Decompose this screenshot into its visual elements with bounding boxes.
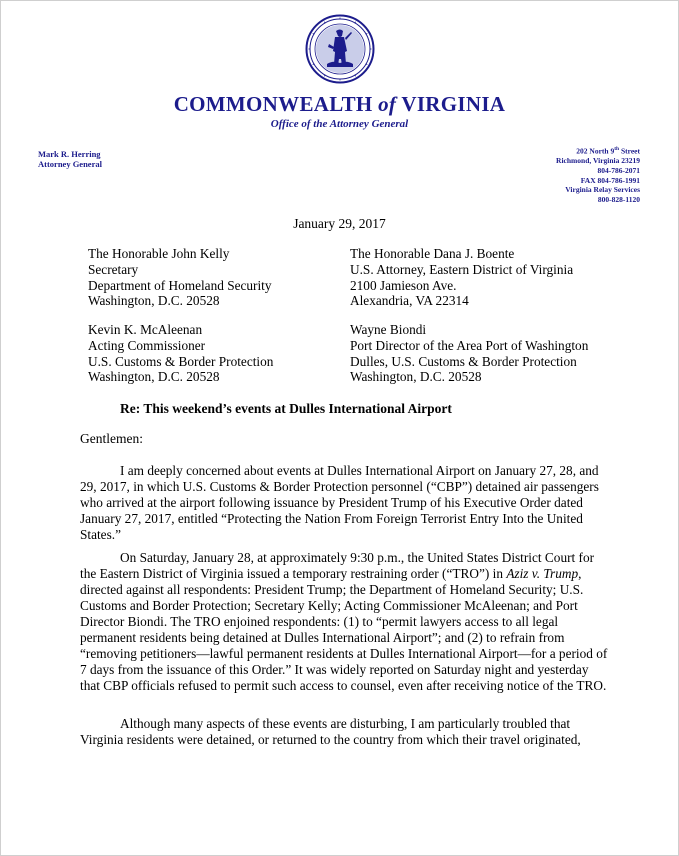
recipient-org: Dulles, U.S. Customs & Border Protection [350,353,577,369]
recipient-address: Washington, D.C. 20528 [88,293,220,309]
recipient-title: Port Director of the Area Port of Washington [350,337,589,353]
letter-date: January 29, 2017 [293,216,386,231]
recipient-block [350,322,588,385]
relay-number: 800-828-1120 [597,195,640,205]
recipient-title: Secretary [88,261,139,277]
subject-line: Re: This weekend’s events at Dulles International Airport [120,401,452,416]
recipient-title: Acting Commissioner [88,337,206,353]
recipient-org: U.S. Customs & Border Protection [88,353,274,369]
address-street: 202 North 9th Street [576,146,640,156]
address-city: Richmond, Virginia 23219 [556,156,640,166]
recipient-block [350,246,573,309]
recipient-org: Department of Homeland Security [88,277,272,293]
attorney-title: Attorney General [38,159,102,169]
recipient-name: Wayne Biondi [350,322,427,337]
recipient-name: The Honorable Dana J. Boente [350,246,515,261]
recipient-block [88,322,273,385]
case-name: Aziz v. Trump [506,566,579,581]
recipient-address: Alexandria, VA 22314 [350,293,469,309]
recipient-block [88,246,272,309]
recipient-title: U.S. Attorney, Eastern District of Virginia [350,261,574,277]
recipient-address: Washington, D.C. 20528 [88,369,220,385]
org-title: COMMONWEALTH of VIRGINIA [173,92,506,116]
recipient-address: Washington, D.C. 20528 [350,369,482,385]
body-paragraph: I am deeply concerned about events at Dulles International Airport on January 27, 28, and 29, 2017, in which U.S. Customs & Border Protection personnel (“CBP”) detained air passengers who arrived at the airport following issuance by President Trump of his Executive Order dated January 27, 2017, entitled “Protecting the Nation From Foreign Terrorist Entry Into the United States.” [80,463,599,542]
attorney-general-block [38,149,102,169]
virginia-seal-icon [305,14,375,84]
fax-number: FAX 804-786-1991 [580,175,640,185]
phone-number: 804-786-2071 [597,165,640,175]
body-paragraph: Although many aspects of these events are disturbing, I am particularly troubled that Virginia residents were detained, or returned to the country from which their travel originated, [80,716,581,747]
office-address-block [556,145,640,205]
recipient-name: The Honorable John Kelly [88,246,230,261]
relay-label: Virginia Relay Services [565,185,640,195]
attorney-name: Mark R. Herring [38,149,101,159]
recipient-org: 2100 Jamieson Ave. [350,277,457,293]
body-paragraph: On Saturday, January 28, at approximately 9:30 p.m., the United States District Court for the Eastern District of Virginia issued a temporary restraining order (“TRO”) in Aziz v. Trump, directed against all respondents: President Trump; the Department of Homeland Security; U.S. Customs and Border Protection; Secretary Kelly; Acting Commissioner McAleenan; and Port Director Biondi. The TRO enjoined respondents: (1) to “permit lawyers access to all legal permanent residents being detained at Dulles International Airport”; and (2) to refrain from “removing petitioners—lawful permanent residents at Dulles International Airport—for a period of 7 days from the issuance of this Order.” It was widely reported on Saturday night and yesterday that CBP officials refused to permit such access to counsel, even after receiving notice of the TRO. [80,550,608,693]
salutation: Gentlemen: [80,431,143,446]
recipient-name: Kevin K. McAleenan [88,322,203,337]
org-subtitle: Office of the Attorney General [270,118,409,130]
